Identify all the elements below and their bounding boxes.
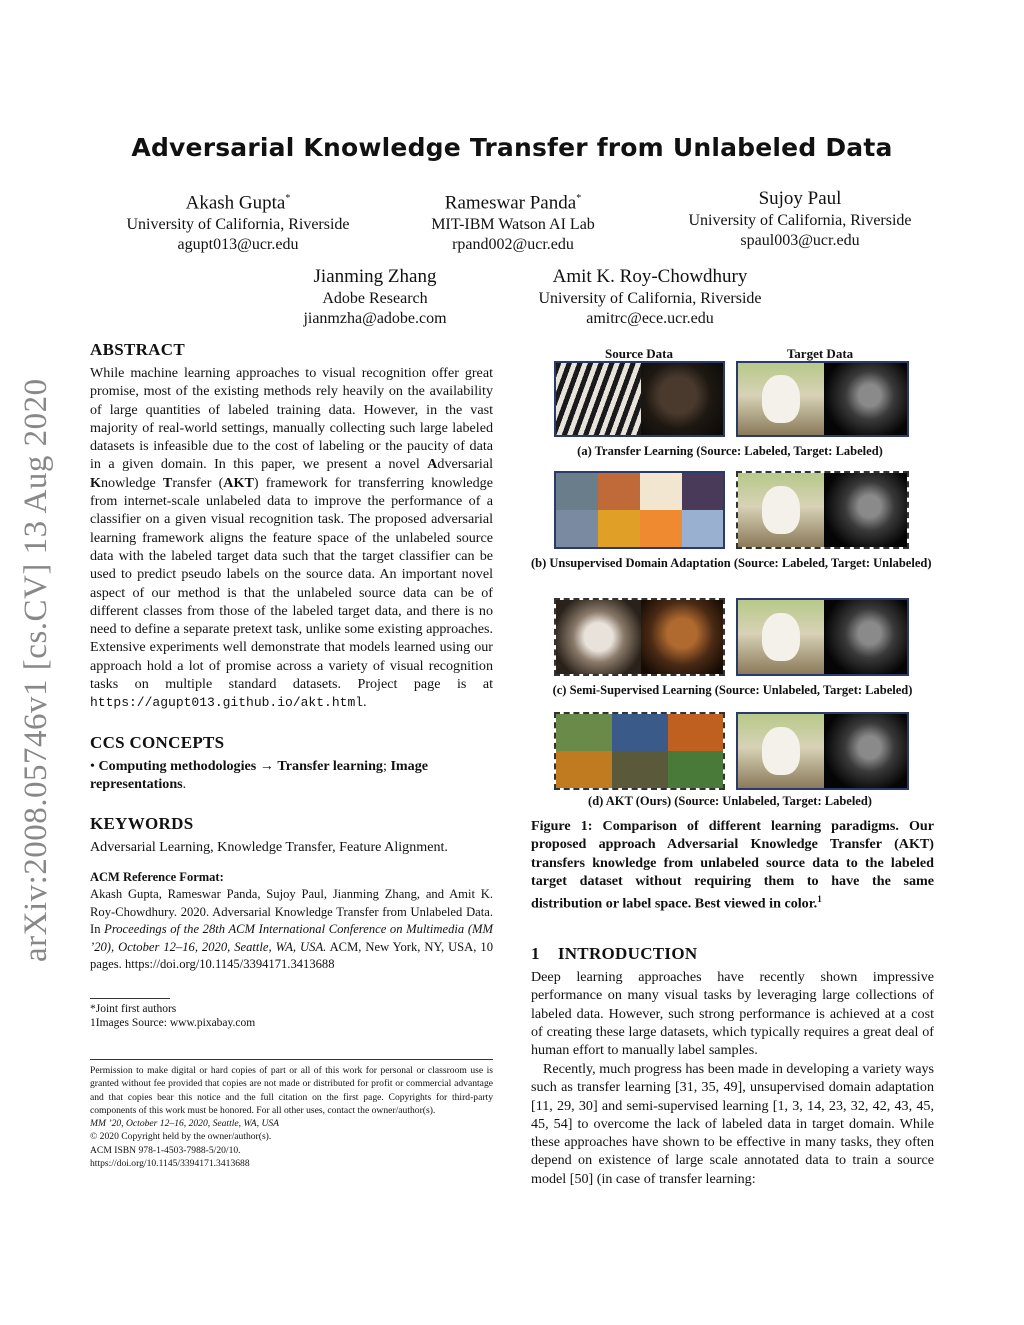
dog-image [641,600,723,674]
acm-ref-text: Akash Gupta, Rameswar Panda, Sujoy Paul, Jianming Zhang, and Amit K. Roy-Chowdhury. 2020. Adversarial Knowledge Transfer from Unlabeled Data. In Proceedings of the 28th ACM International Conference on Multimedia (MM ’20), October 12–16, 2020, Seattle, WA, USA. ACM, New York, NY, USA, 10 pages. https://doi.org/10.1145/3394171.3413688 [90,887,494,971]
author-email: rpand002@ucr.edu [452,236,574,254]
target-image-labeled [736,598,909,676]
target-image-labeled [736,712,909,790]
puppy-shape [762,375,800,423]
keywords-text: Adversarial Learning, Knowledge Transfer, Feature Alignment. [90,839,448,855]
project-url-link[interactable]: https://agupt013.github.io/akt.html [90,695,364,711]
author-block: Rameswar Panda* MIT-IBM Watson AI Lab rpand002@ucr.edu [380,187,646,255]
cat-image [556,600,641,674]
target-image-labeled [736,361,909,437]
source-image-collage [554,471,725,549]
puppy-image [738,600,824,674]
author-name: Jianming Zhang [313,266,437,287]
puppy-image [738,473,824,547]
permission-rule [90,1059,493,1060]
source-image-labeled [554,361,725,437]
intro-paragraph-2: Recently, much progress has been made in developing a variety ways such as transfer learning [31, 35, 49], unsupervised domain adaptation [11, 29, 30] and semi-supervised learning [1, 3, 14, 23, 32, 42, 43, 45, 45, 54] to overcome the lack of labeled data in target domain. While these approaches have shown to be effective in many tasks, they often depend on existence of large scale annotated data to train a source model [50] (in case of transfer learning: [531,1061,934,1187]
intro-heading: 1 INTRODUCTION [531,944,698,963]
collage-tile [640,473,682,510]
ccs-text: • Computing methodologies → Transfer learning; Image representations. [90,758,429,793]
caption-d: (d) AKT (Ours) (Source: Unlabeled, Target: Labeled) [588,794,872,808]
ccs-heading: CCS CONCEPTS [90,733,225,752]
puppy-image [738,363,824,435]
author-email: spaul003@ucr.edu [740,232,860,249]
author-name: Sujoy Paul [758,188,842,209]
author-block [650,187,950,251]
caption-a: (a) Transfer Learning (Source: Labeled, Target: Labeled) [577,444,883,458]
figure-caption: Figure 1: Comparison of different learning paradigms. Our proposed approach Adversarial Knowledge Transfer (AKT) transfers knowledge from unlabeled source data to the labeled target dataset without requiring them to have the same distribution or label space. Best viewed in color.$^1$ [531,818,934,912]
zebra-image [556,363,641,435]
collage-tile [640,510,682,547]
arxiv-stamp: arXiv:2008.05746v1 [cs.CV] 13 Aug 2020 [18,378,54,962]
footnote-joint: *Joint first authors [90,1003,177,1015]
keywords-heading: KEYWORDS [90,814,194,833]
footnote-rule [90,998,170,999]
author-email: agupt013@ucr.edu [177,236,299,254]
collage-tile [668,714,723,751]
source-image-unlabeled [554,598,725,676]
kitten-image [824,714,907,788]
author-block [250,265,500,329]
puppy-image [738,714,824,788]
caption-c: (c) Semi-Supervised Learning (Source: Unlabeled, Target: Labeled) [552,683,913,697]
author-name: Akash Gupta [185,192,286,214]
author-affiliation: University of California, Riverside [538,290,762,307]
collage-tile [682,510,723,547]
kitten-image [824,600,907,674]
collage-tile [668,751,723,788]
source-image-internet [554,712,725,790]
paper-title: Adversarial Knowledge Transfer from Unlabeled Data [131,133,893,162]
collage-tile [598,510,640,547]
author-email: jianmzha@adobe.com [303,310,447,327]
abstract-text: While machine learning approaches to visual recognition offer great promise, most of the existing methods rely heavily on the availability of large quantities of labeled training data. However, in the vast majority of real-world settings, manually collecting such large labeled datasets is infeasible due to the cost of labeling or the paucity of data in a given domain. In this paper, we present a novel Adversarial Knowledge Transfer (AKT) framework for transferring knowledge from internet-scale unlabeled data to improve the performance of a classifier on a given visual recognition task. The proposed adversarial learning framework aligns the feature space of the unlabeled source data with the labeled target data such that the target classifier can be used to predict pseudo labels on the source data. An important novel aspect of our method is that the unlabeled source data can be of different classes from those of the labeled target data, and there is no need to define a separate pretext task, unlike some existing approaches. Extensive experiments well demonstrate that models learned using our approach hold a lot of promise across a variety of visual recognition tasks on multiple standard datasets. Project page is at https://agupt013.github.io/akt.html. [90,365,493,711]
author-affiliation: Adobe Research [322,290,428,307]
author-affiliation: University of California, Riverside [688,212,912,229]
source-data-label: Source Data [604,346,673,361]
author-name: Rameswar Panda [444,192,577,214]
collage-tile [556,751,612,788]
author-name: Amit K. Roy-Chowdhury [552,266,748,287]
author-affiliation: University of California, Riverside [126,216,350,234]
collage-tile [612,751,668,788]
intro-paragraph-1: Deep learning approaches have recently shown impressive performance on many visual tasks by leveraging large collections of labeled data. However, such strong performance is achieved at a cost of creating these large datasets, which typically requires a great deal of human effort to manually label samples. [531,969,934,1059]
kitten-image [824,473,907,547]
kitten-image [824,363,907,435]
author-email: amitrc@ece.ucr.edu [586,310,714,327]
puppy-shape [762,613,800,661]
puppy-shape [762,486,800,534]
author-block: Akash Gupta* University of California, Riverside agupt013@ucr.edu [100,187,376,255]
collage-tile [556,510,598,547]
author-affiliation: MIT-IBM Watson AI Lab [431,216,595,234]
collage-tile [682,473,723,510]
author-block [515,265,785,329]
abstract-heading: ABSTRACT [90,340,185,359]
collage-tile [556,473,598,510]
caption-b: (b) Unsupervised Domain Adaptation (Source: Labeled, Target: Unlabeled) [531,556,932,570]
collage-tile [598,473,640,510]
target-data-label: Target Data [786,346,854,361]
permission-block: Permission to make digital or hard copies of part or all of this work for personal or classroom use is granted without fee provided that copies are not made or distributed for profit or commercial advantage and that copies bear this notice and the full citation on the first page. Copyrights for third-party components of this work must be honored. For all other uses, contact the owner/author(s). MM ’20, October 12–16, 2020, Seattle, WA, USA © 2020 Copyright held by the owner/author(s). ACM ISBN 978-1-4503-7988-5/20/10. https://doi.org/10.1145/3394171.3413688 [90,1065,493,1170]
puppy-shape [762,727,800,775]
acm-ref-heading: ACM Reference Format: [90,870,224,884]
target-image-unlabeled [736,471,909,549]
chimpanzee-image [641,363,723,435]
collage-tile [612,714,668,751]
collage-tile [556,714,612,751]
footnote-images: 1Images Source: www.pixabay.com [90,1017,256,1029]
